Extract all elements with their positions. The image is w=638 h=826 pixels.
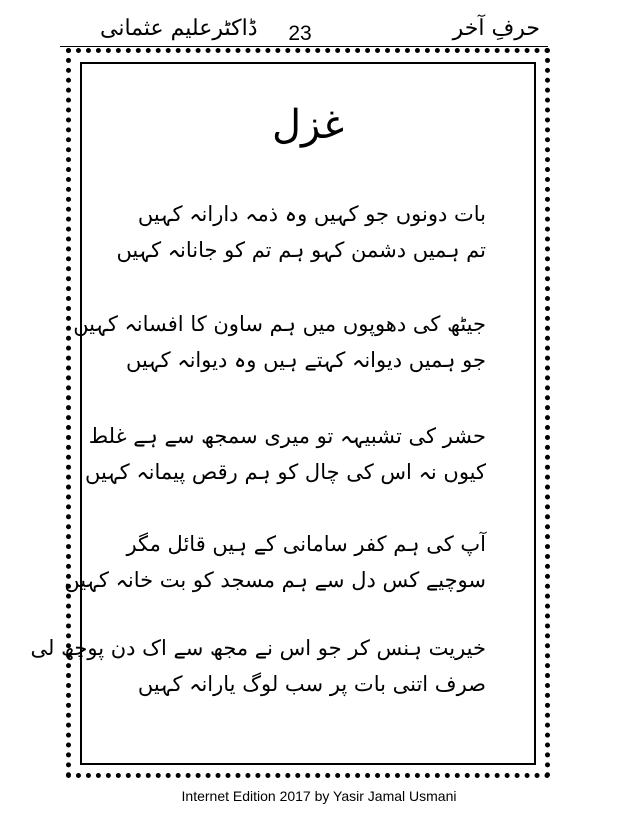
- stanza-2: [73, 306, 486, 378]
- footer-credit: Internet Edition 2017 by Yasir Jamal Usmani: [181, 788, 457, 804]
- poem-title: غزل: [271, 102, 345, 148]
- author-name: ڈاکٹرعلیم عثمانی: [100, 16, 258, 41]
- stanza-4: [64, 526, 486, 598]
- stanza-1: [116, 196, 486, 268]
- verse-line: بات دونوں جو کہیں وہ ذمہ دارانہ کہیں: [137, 202, 486, 226]
- verse-line: سوچیے کس دل سے ہم مسجد کو بت خانہ کہیں: [64, 568, 486, 592]
- book-title: حرفِ آخر: [452, 16, 540, 41]
- verse-line: آپ کی ہم کفر سامانی کے ہیں قائل مگر: [126, 532, 486, 556]
- page-number: 23: [288, 22, 312, 45]
- verse-line: خیریت ہنس کر جو اس نے مجھ سے اک دن پوچھ لی: [30, 636, 486, 660]
- verse-line: جیٹھ کی دھوپوں میں ہم ساون کا افسانہ کہیں: [73, 312, 486, 336]
- verse-line: جو ہمیں دیوانہ کہتے ہیں وہ دیوانہ کہیں: [125, 348, 486, 372]
- page-header: [0, 12, 638, 46]
- header-rule: [60, 46, 548, 47]
- stanza-5: [30, 630, 486, 702]
- verse-line: تم ہمیں دشمن کہو ہم تم کو جانانہ کہیں: [116, 238, 486, 262]
- verse-line: حشر کی تشبیہہ تو میری سمجھ سے ہے غلط: [88, 424, 486, 448]
- stanza-3: [85, 418, 486, 490]
- verse-line: کیوں نہ اس کی چال کو ہم رقص پیمانہ کہیں: [85, 460, 486, 484]
- verse-line: صرف اتنی بات پر سب لوگ یارانہ کہیں: [137, 672, 486, 696]
